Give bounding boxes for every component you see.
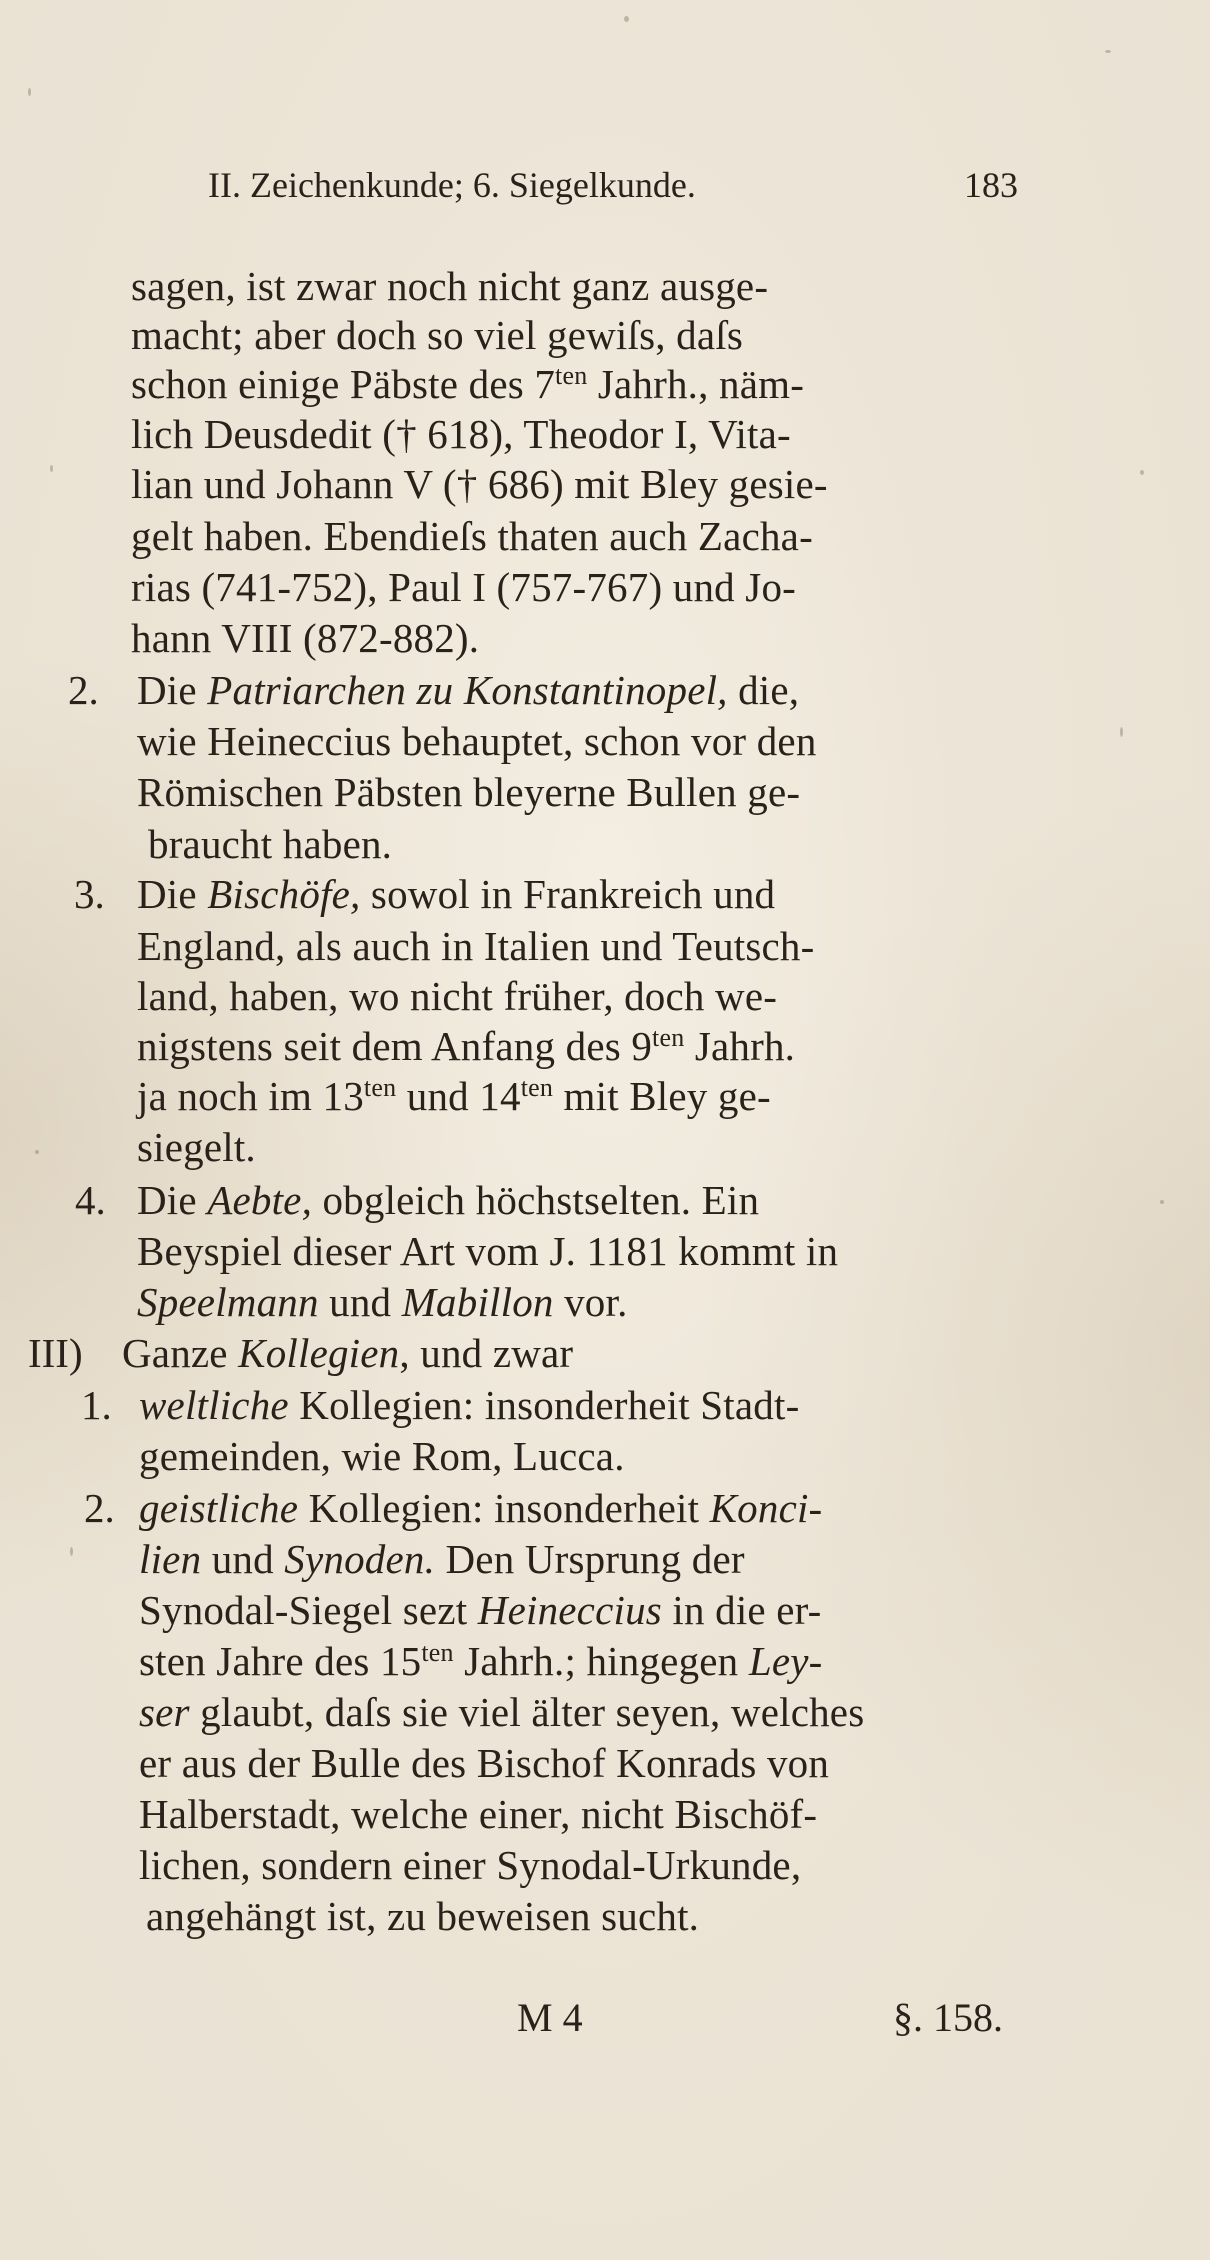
paper-speck	[1140, 470, 1144, 475]
text-line: er aus der Bulle des Bischof Konrads von	[139, 1740, 830, 1786]
page-number: 183	[964, 165, 1018, 205]
text-line: lien und Synoden. Den Ursprung der	[139, 1536, 745, 1582]
text-line: England, als auch in Italien und Teutsch-	[137, 923, 815, 969]
list-marker: 2.	[84, 1485, 115, 1531]
list-marker: 4.	[75, 1177, 106, 1223]
list-marker: 3.	[74, 871, 105, 917]
paper-speck	[1120, 727, 1123, 737]
text-line: angehängt ist, zu beweisen sucht.	[146, 1893, 700, 1939]
text-line: Halberstadt, welche einer, nicht Bischöf-	[139, 1791, 818, 1837]
text-line: sten Jahre des $15^{ten}$ Jahrh.; hingegen Ley-	[139, 1638, 823, 1684]
text-line: nigstens seit dem Anfang des $9^{ten}$ Jahrh.	[137, 1023, 796, 1069]
text-line: sagen, ist zwar noch nicht ganz ausge-	[131, 263, 769, 309]
paper-speck	[1105, 50, 1111, 53]
text-line: Ganze Kollegien, und zwar	[122, 1330, 574, 1376]
text-line: ja noch im $13^{ten}$ und $14^{ten}$ mit Bley ge-	[137, 1073, 771, 1119]
paper-speck	[35, 1150, 39, 1154]
text-line: lich Deusdedit († 618), Theodor I, Vita-	[131, 411, 791, 457]
text-line: gelt haben. Ebendieſs thaten auch Zacha-	[131, 513, 813, 559]
text-line: lian und Johann V († 686) mit Bley gesie-	[131, 461, 828, 507]
text-line: siegelt.	[137, 1124, 256, 1170]
text-line: Die Aebte, obgleich höchstselten. Ein	[137, 1177, 760, 1223]
text-line: Beyspiel dieser Art vom J. 1181 kommt in	[137, 1228, 839, 1274]
text-line: schon einige Päbste des $7^{ten}$ Jahrh., näm-	[131, 361, 805, 407]
text-line: Römischen Päbsten bleyerne Bullen ge-	[137, 769, 801, 815]
text-line: gemeinden, wie Rom, Lucca.	[139, 1433, 625, 1479]
text-line: macht; aber doch so viel gewiſs, daſs	[131, 312, 743, 358]
paper-speck	[624, 16, 629, 22]
running-header	[208, 160, 1018, 210]
text-line: ser glaubt, daſs sie viel älter seyen, welches	[139, 1689, 865, 1735]
text-line: Speelmann und Mabillon vor.	[137, 1279, 628, 1325]
list-marker: 2.	[68, 667, 99, 713]
paper-speck	[70, 1547, 73, 1556]
paper-speck	[28, 88, 31, 96]
header-title: II. Zeichenkunde; 6. Siegelkunde.	[208, 165, 696, 205]
text-line: geistliche Kollegien: insonderheit Konci-	[139, 1485, 823, 1531]
section-marker: III)	[28, 1330, 83, 1376]
list-marker: 1.	[81, 1382, 112, 1428]
text-line: hann VIII (872-882).	[131, 615, 480, 661]
catchword-section: §. 158.	[893, 1995, 1003, 2040]
text-line: land, haben, wo nicht früher, doch we-	[137, 973, 778, 1019]
text-line: rias (741-752), Paul I (757-767) und Jo-	[131, 564, 797, 610]
text-line: braucht haben.	[148, 821, 393, 867]
signature-mark: M 4	[517, 1995, 583, 2040]
text-line: Synodal-Siegel sezt Heineccius in die er-	[139, 1587, 822, 1633]
text-line: weltliche Kollegien: insonderheit Stadt-	[139, 1382, 800, 1428]
paper-speck	[50, 465, 53, 472]
text-line: Die Patriarchen zu Konstantinopel, die,	[137, 667, 800, 713]
text-line: wie Heineccius behauptet, schon vor den	[137, 718, 817, 764]
paper-speck	[1160, 1200, 1164, 1204]
text-line: Die Bischöfe, sowol in Frankreich und	[137, 871, 776, 917]
text-line: lichen, sondern einer Synodal-Urkunde,	[139, 1842, 802, 1888]
